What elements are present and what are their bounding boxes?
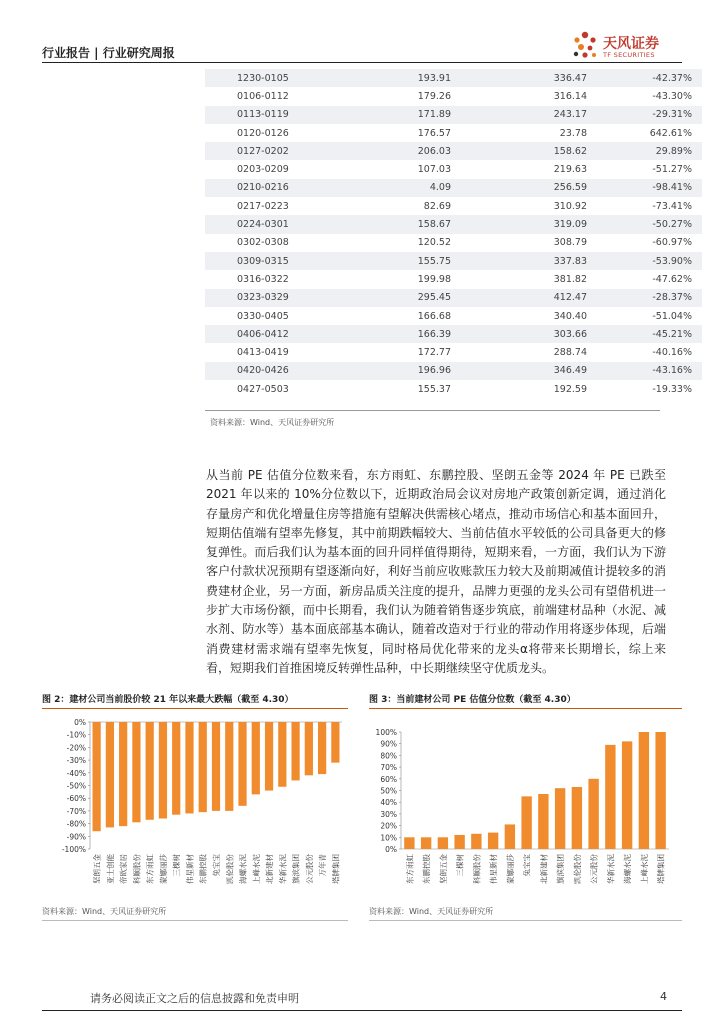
bar — [454, 835, 464, 849]
table-cell: 0210-0216 — [205, 179, 347, 197]
table-row — [205, 160, 702, 178]
table-cell: 0224-0301 — [205, 215, 347, 233]
x-tick-label: 塔牌集团 — [331, 854, 341, 884]
table-cell: 0113-0119 — [205, 106, 347, 124]
table-cell: 310.92 — [553, 200, 587, 212]
x-tick-label: 蒙娜丽莎 — [158, 854, 168, 884]
table-cell: 295.45 — [347, 289, 451, 307]
table-cell: 336.47 — [451, 69, 587, 87]
table-cell: 0330-0405 — [237, 310, 289, 322]
x-tick-label: 旗滨集团 — [291, 854, 301, 884]
table-cell: 176.57 — [417, 127, 451, 139]
bar — [605, 745, 615, 849]
bar — [555, 788, 565, 849]
table-row — [205, 380, 702, 398]
bar — [404, 837, 414, 849]
data-table — [205, 69, 702, 398]
table-cell: 0120-0126 — [237, 127, 289, 139]
header-divider — [42, 62, 682, 63]
table-cell: 23.78 — [559, 127, 587, 139]
x-tick-label: 北新建材 — [265, 854, 275, 884]
table-cell: 120.52 — [417, 237, 451, 249]
y-tick-label: -20% — [66, 743, 86, 753]
report-header-title: 行业报告 | 行业研究周报 — [42, 46, 175, 60]
x-tick-label: 旗滨集团 — [556, 854, 566, 884]
x-tick-label: 上峰水泥 — [251, 854, 261, 884]
x-tick-label: 亚士创能 — [105, 854, 115, 884]
table-cell: 0203-0209 — [237, 164, 289, 176]
y-tick-label: 80% — [380, 751, 397, 761]
table-cell: -43.30% — [652, 90, 692, 102]
y-tick-label: -10% — [66, 730, 86, 740]
bar — [93, 722, 101, 831]
y-tick-label: 60% — [380, 774, 397, 784]
x-tick-label: 凯伦股份 — [225, 854, 235, 884]
x-tick-label: 三棵树 — [455, 854, 465, 877]
table-cell: 171.89 — [347, 106, 451, 124]
bar — [488, 833, 498, 849]
figure3-source: 资料来源：Wind、天风证券研究所 — [369, 907, 494, 916]
table-cell: 412.47 — [451, 289, 587, 307]
table-cell: 340.40 — [553, 310, 587, 322]
table-source: 资料来源：Wind、天风证券研究所 — [210, 418, 335, 427]
table-row — [205, 289, 702, 307]
y-tick-label: 50% — [380, 786, 397, 796]
table-cell: 346.49 — [451, 362, 587, 380]
footer-divider — [42, 1010, 682, 1011]
figure2-source: 资料来源：Wind、天风证券研究所 — [42, 907, 167, 916]
y-tick-label: -40% — [66, 768, 86, 778]
table-cell: 1230-0105 — [205, 69, 347, 87]
table-cell: 199.98 — [417, 273, 451, 285]
y-tick-label: 90% — [380, 739, 397, 749]
figure3-chart — [369, 712, 682, 912]
table-row — [205, 142, 702, 160]
page-number: 4 — [660, 990, 667, 1003]
bar — [132, 722, 140, 822]
y-tick-label: -100% — [61, 845, 86, 854]
table-row — [205, 234, 702, 252]
table-cell: 82.69 — [423, 200, 451, 212]
bar — [421, 837, 431, 849]
table-row — [205, 179, 702, 197]
table-cell: 206.03 — [347, 142, 451, 160]
figure3-title-rule — [369, 708, 682, 709]
x-tick-label: 公元股份 — [589, 854, 599, 884]
table-cell: 4.09 — [347, 179, 451, 197]
bar — [291, 722, 299, 780]
table-cell: 0217-0223 — [237, 200, 289, 212]
figure2-title-rule — [42, 708, 348, 709]
table-cell: -43.16% — [587, 362, 702, 380]
bar — [622, 741, 632, 849]
y-tick-label: 70% — [380, 763, 397, 773]
bar — [538, 794, 548, 849]
table-cell: 193.91 — [347, 69, 451, 87]
footer-disclaimer: 请务必阅读正文之后的信息披露和免责申明 — [90, 992, 299, 1005]
table-cell: 0106-0112 — [237, 90, 289, 102]
table-cell: 0309-0315 — [205, 252, 347, 270]
table-row — [205, 106, 702, 124]
bar — [331, 722, 339, 763]
x-tick-label: 凯伦股份 — [572, 854, 582, 884]
table-cell: 155.37 — [417, 383, 451, 395]
bar — [159, 722, 167, 819]
table-cell: 158.67 — [347, 215, 451, 233]
bar — [318, 722, 326, 774]
figure2-chart — [42, 712, 348, 912]
x-tick-label: 伟星新材 — [185, 854, 195, 884]
x-tick-label: 华新水泥 — [606, 854, 616, 884]
x-tick-label: 东鹏控股 — [198, 854, 208, 884]
table-cell: 158.62 — [451, 142, 587, 160]
x-tick-label: 华新水泥 — [278, 854, 288, 884]
table-cell: 0302-0308 — [237, 237, 289, 249]
x-tick-label: 科顺股份 — [132, 854, 142, 884]
figure3-title: 图 3：当前建材公司 PE 估值分位数（截至 4.30） — [369, 695, 576, 705]
bar — [278, 722, 286, 787]
x-tick-label: 塔牌集团 — [656, 854, 666, 884]
x-tick-label: 北新建材 — [539, 854, 549, 884]
table-row — [205, 124, 702, 142]
bar — [655, 732, 665, 849]
bar — [438, 837, 448, 849]
bar — [572, 787, 582, 849]
table-cell: -73.41% — [652, 200, 692, 212]
table-row — [205, 270, 702, 288]
body-paragraph: 从当前 PE 估值分位数来看，东方雨虹、东鹏控股、坚朗五金等 2024 年 PE 已跌至 2021 年以来的 10%分位数以下，近期政治局会议对房地产政策创新定调，通过消化存量房产和优化增量住房等措施有望解决供需核心堵点，推动市场信心和基本面回升，短期估值端有望率先修复，其中前期跌幅较大、当前估值水平较低的公司具备更大的修复弹性。而后我们认为基本面的回升同样值得期待，短期来看，一方面，我们认为下游客户付款状况预期有望逐渐向好，利好当前应收账款压力较大及前期减值计提较多的消费建材企业，另一方面，新房品质关注度的提升，品牌力更强的龙头公司有望借机进一步扩大市场份额，而中长期看，我们认为随着销售逐步筑底，前端建材品种（水泥、减水剂、防水等）基本面底部基本确认，随着改造对于行业的带动作用将逐步体现，后端消费建材需求端有望率先恢复，同时格局优化带来的龙头α将带来长期增长，综上来看，短期我们首推困境反转弹性品种，中长期继续坚守优质龙头。 — [206, 468, 666, 675]
table-row — [205, 252, 702, 270]
table-cell: 179.26 — [417, 90, 451, 102]
table-cell: -60.97% — [652, 237, 692, 249]
table-cell: 196.96 — [347, 362, 451, 380]
table-row — [205, 197, 702, 215]
table-cell: 192.59 — [553, 383, 587, 395]
y-tick-label: 0% — [385, 845, 397, 854]
x-tick-label: 东方雨虹 — [145, 854, 155, 884]
x-tick-label: 上峰水泥 — [639, 854, 649, 884]
table-cell: 316.14 — [553, 90, 587, 102]
y-tick-label: 10% — [380, 833, 397, 843]
y-tick-label: -70% — [66, 806, 86, 816]
table-cell: 0406-0412 — [205, 325, 347, 343]
table-cell: 29.89% — [587, 142, 702, 160]
x-tick-label: 公元股份 — [304, 854, 314, 884]
table-row — [205, 362, 702, 380]
table-row — [205, 215, 702, 233]
figure2-bottom-rule — [42, 920, 348, 921]
table-cell: -28.37% — [587, 289, 702, 307]
figure3-bottom-rule — [369, 920, 682, 921]
y-tick-label: 100% — [375, 728, 397, 737]
table-cell: 0127-0202 — [205, 142, 347, 160]
bar — [199, 722, 207, 812]
x-tick-label: 伟星新材 — [489, 854, 499, 884]
table-row — [205, 69, 702, 87]
table-cell: 288.74 — [553, 347, 587, 359]
table-bottom-rule — [205, 410, 660, 411]
bar — [146, 722, 154, 820]
table-cell: 337.83 — [451, 252, 587, 270]
table-cell: 308.79 — [553, 237, 587, 249]
y-tick-label: 20% — [380, 821, 397, 831]
table-row — [205, 87, 702, 105]
y-tick-label: 40% — [380, 798, 397, 808]
bar — [639, 732, 649, 849]
bar — [106, 722, 114, 827]
table-cell: -51.27% — [652, 164, 692, 176]
table-cell: 0413-0419 — [237, 347, 289, 359]
y-tick-label: -60% — [66, 794, 86, 804]
table-cell: -50.27% — [587, 215, 702, 233]
logo — [570, 30, 685, 60]
x-tick-label: 坚朗五金 — [438, 854, 448, 884]
bar — [588, 779, 598, 849]
x-tick-label: 东方雨虹 — [405, 854, 415, 884]
bar — [521, 796, 531, 849]
table-cell: -51.04% — [652, 310, 692, 322]
table-cell: 381.82 — [553, 273, 587, 285]
bar — [119, 722, 127, 826]
x-tick-label: 帝欧家居 — [119, 854, 129, 884]
y-tick-label: -50% — [66, 781, 86, 791]
x-tick-label: 兔宝宝 — [212, 854, 221, 877]
y-tick-label: 30% — [380, 809, 397, 819]
bar — [265, 722, 273, 791]
table-cell: -40.16% — [652, 347, 692, 359]
table-cell: 642.61% — [649, 127, 692, 139]
x-tick-label: 科顺股份 — [472, 854, 482, 884]
table-row — [205, 307, 702, 325]
table-row — [205, 325, 702, 343]
x-tick-label: 海螺水泥 — [238, 854, 248, 884]
bar — [212, 722, 220, 811]
table-cell: -29.31% — [587, 106, 702, 124]
table-cell: -42.37% — [587, 69, 702, 87]
tf-logo-icon — [570, 30, 600, 60]
table-cell: 243.17 — [451, 106, 587, 124]
bar — [505, 824, 515, 849]
bar — [185, 722, 193, 813]
table-cell: -98.41% — [587, 179, 702, 197]
x-tick-label: 万年青 — [318, 854, 328, 877]
bar — [225, 722, 233, 811]
table-cell: -53.90% — [587, 252, 702, 270]
bar — [252, 722, 260, 794]
y-tick-label: -90% — [66, 832, 86, 842]
x-tick-label: 三棵树 — [172, 854, 182, 877]
logo-name: 天风证券 — [603, 36, 659, 52]
bar — [238, 722, 246, 806]
table-cell: -47.62% — [652, 273, 692, 285]
figure2-title: 图 2：建材公司当前股价较 21 年以来最大跌幅（截至 4.30） — [42, 695, 294, 705]
y-tick-label: 0% — [74, 718, 86, 727]
y-tick-label: -30% — [66, 756, 86, 766]
x-tick-label: 海螺水泥 — [623, 854, 633, 884]
table-cell: 0427-0503 — [237, 383, 289, 395]
x-tick-label: 坚朗五金 — [92, 854, 102, 884]
table-cell: -19.33% — [652, 383, 692, 395]
x-tick-label: 蒙娜丽莎 — [505, 854, 515, 884]
bar — [471, 834, 481, 849]
table-cell: 107.03 — [417, 164, 451, 176]
bar — [305, 722, 313, 775]
x-tick-label: 兔宝宝 — [522, 854, 532, 877]
table-row — [205, 343, 702, 361]
x-tick-label: 东鹏控股 — [422, 854, 432, 884]
table-cell: -45.21% — [587, 325, 702, 343]
table-cell: 172.77 — [417, 347, 451, 359]
table-cell: 166.68 — [417, 310, 451, 322]
table-cell: 0420-0426 — [205, 362, 347, 380]
table-cell: 256.59 — [451, 179, 587, 197]
bar — [172, 722, 180, 815]
table-cell: 166.39 — [347, 325, 451, 343]
table-cell: 155.75 — [347, 252, 451, 270]
y-tick-label: -80% — [66, 819, 86, 829]
table-cell: 319.09 — [451, 215, 587, 233]
logo-subtitle: TF SECURITIES — [603, 51, 655, 59]
table-cell: 0323-0329 — [205, 289, 347, 307]
table-cell: 219.63 — [553, 164, 587, 176]
table-cell: 303.66 — [451, 325, 587, 343]
table-cell: 0316-0322 — [237, 273, 289, 285]
